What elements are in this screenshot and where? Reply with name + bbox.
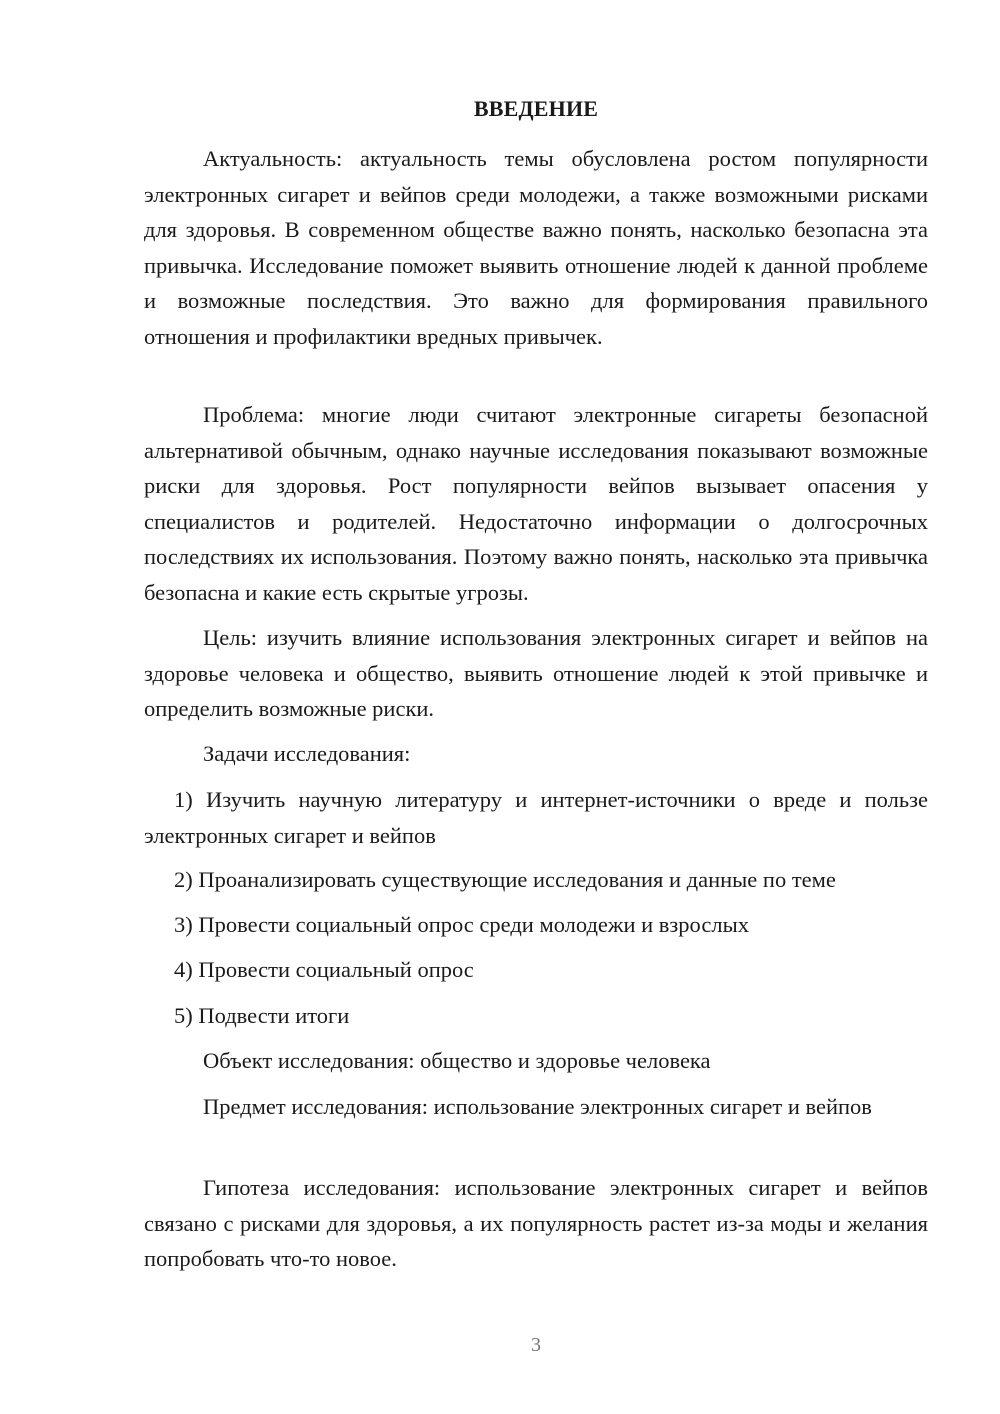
task-item-2: 2) Проанализировать существующие исследования и данные по теме [174, 867, 836, 892]
subject-paragraph: Предмет исследования: использование электронных сигарет и вейпов [203, 1094, 872, 1119]
object-paragraph: Объект исследования: общество и здоровье человека [203, 1048, 711, 1073]
relevance-paragraph: Актуальность: актуальность темы обусловлена ростом популярности электронных сигарет и вейпов среди молодежи, а также возможными рисками для здоровья. В современном обществе важно понять, насколько безопасна эта привычка. Исследование поможет выявить отношение людей к данной проблеме и возможные последствия. Это важно для формирования правильного отношения и профилактики вредных привычек. [144, 146, 928, 349]
hypothesis-paragraph: Гипотеза исследования: использование электронных сигарет и вейпов связано с рисками для здоровья, а их популярность растет из-за моды и желания попробовать что-то новое. [144, 1175, 928, 1271]
task-item-5: 5) Подвести итоги [174, 1003, 350, 1028]
task-item-3: 3) Провести социальный опрос среди молодежи и взрослых [174, 912, 749, 937]
task-item-4: 4) Провести социальный опрос [174, 957, 474, 982]
page-title: ВВЕДЕНИЕ [473, 96, 599, 121]
goal-paragraph: Цель: изучить влияние использования электронных сигарет и вейпов на здоровье человека и общество, выявить отношение людей к этой привычке и определить возможные риски. [144, 625, 928, 721]
page-number: 3 [531, 1334, 541, 1356]
task-item-1: 1) Изучить научную литературу и интернет-источники о вреде и пользе электронных сигарет и вейпов [144, 787, 928, 848]
problem-paragraph: Проблема: многие люди считают электронные сигареты безопасной альтернативой обычным, однако научные исследования показывают возможные риски для здоровья. Рост популярности вейпов вызывает опасения у специалистов и родителей. Недостаточно информации о долгосрочных последствиях их использования. Поэтому важно понять, насколько эта привычка безопасна и какие есть скрытые угрозы. [144, 402, 928, 605]
tasks-heading: Задачи исследования: [203, 741, 411, 766]
